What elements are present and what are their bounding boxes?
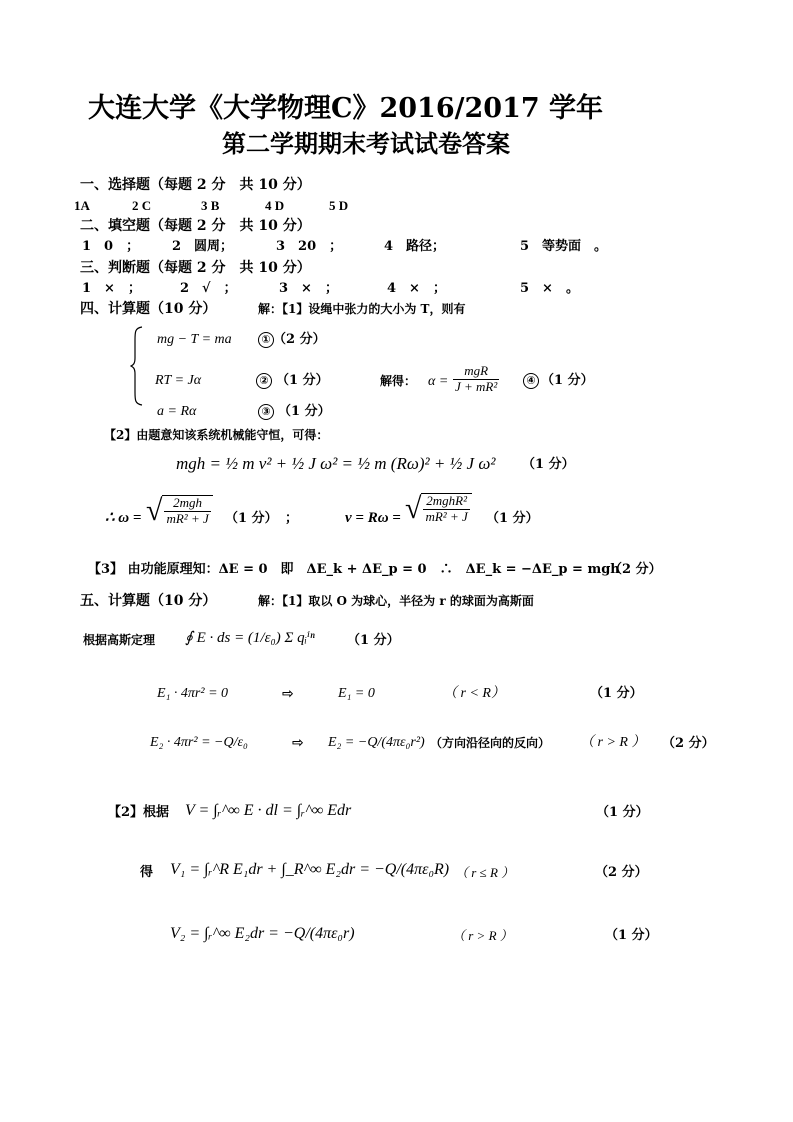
section5-intro: 解：【1】取以 O 为球心，半径为 r 的球面为高斯面	[258, 594, 534, 608]
alpha-mark: ④	[523, 373, 539, 389]
alpha-lhs: α =	[428, 374, 449, 389]
v2-equation: V₂ = ∫ᵣ^∞ E₂dr = −Q/(4πε₀r)	[170, 925, 355, 942]
r1-cond: （ r < R）	[443, 686, 505, 701]
energy-equation: mgh = ½ m v² + ½ J ω² = ½ m (Rω)² + ½ J ω²	[176, 454, 496, 473]
r2-cond: （ r > R ）	[580, 735, 646, 750]
eq3-score: （1 分）	[278, 404, 331, 419]
eq3: a = Rα	[157, 404, 197, 419]
part3: 【3】 由功能原理知：ΔE = 0 即 ΔE_k + ΔE_p = 0 ∴ ΔE_k = −ΔE_p = mgh	[88, 562, 620, 577]
v-rad-num: 2mghR²	[423, 494, 469, 510]
r2-rhs: E₂ = −Q/(4πε₀r²)	[328, 735, 425, 750]
gauss-score: （1 分）	[347, 633, 400, 648]
section1-answer: 1A	[74, 198, 90, 213]
section3-answer: 1 × ；	[82, 281, 141, 296]
page-subtitle: 第二学期期末考试试卷答案	[222, 130, 510, 158]
v1-cond: （ r ≤ R ）	[455, 865, 515, 880]
alpha-score: （1 分）	[541, 373, 594, 388]
r2-note: （方向沿径向的反向）	[430, 736, 551, 750]
section2-answer: 1 0 ；	[82, 239, 140, 254]
section4-intro: 解：【1】设绳中张力的大小为 T，则有	[258, 302, 466, 316]
section1-heading: 一、选择题（每题 2 分 共 10 分）	[80, 177, 311, 193]
v1-score: （2 分）	[595, 865, 648, 880]
v-rad-den: mR² + J	[425, 508, 468, 524]
v-definition-score: （1 分）	[596, 805, 649, 820]
omega-lhs: ∴ ω =	[105, 510, 142, 526]
v-lhs: v = Rω =	[345, 510, 401, 526]
v2-score: （1 分）	[605, 928, 658, 943]
r2-lhs: E₂ · 4πr² = −Q/ε₀	[150, 735, 248, 750]
v-definition: V = ∫ᵣ^∞ E · dl = ∫ᵣ^∞ Edr	[185, 802, 352, 819]
solve-label: 解得：	[380, 374, 417, 388]
section3-heading: 三、判断题（每题 2 分 共 10 分）	[80, 260, 311, 276]
equation-brace	[130, 326, 144, 406]
omega-sqrt: √ $\frac{\text{2mgh}}{\text{mR² + J}}$	[146, 495, 213, 527]
section3-answer: 4 × ；	[387, 281, 446, 296]
energy-score: （1 分）	[522, 457, 575, 472]
alpha-num: mgR	[453, 364, 499, 380]
gauss-equation: ∮ E · ds = (1/ε₀) Σ qᵢⁱⁿ	[185, 630, 315, 646]
eq1-score: （2 分）	[273, 332, 326, 347]
section1-answer: 3 B	[201, 198, 220, 213]
v-score: （1 分）	[486, 511, 539, 526]
eq2: RT = Jα	[155, 373, 202, 388]
section1-answer: 5 D	[329, 198, 349, 213]
eq1-mark: ①	[258, 332, 274, 348]
section2-answer: 3 20 ；	[276, 239, 343, 254]
r2-arrow: ⇨	[292, 735, 304, 751]
omega-separator: ；	[285, 511, 299, 526]
section1-answer: 2 C	[132, 198, 152, 213]
eq2-mark: ②	[256, 373, 272, 389]
r1-lhs: E₁ · 4πr² = 0	[157, 686, 229, 701]
v1-equation: V₁ = ∫ᵣ^R E₁dr + ∫_R^∞ E₂dr = −Q/(4πε₀R)	[170, 861, 450, 878]
v-sqrt: √ $\frac{\text{2mghR²}}{\text{mR² + J}}$	[405, 493, 472, 525]
part2-intro: 【2】由题意知该系统机械能守恒，可得：	[104, 428, 329, 442]
omega-score: （1 分）	[225, 511, 278, 526]
gauss-label: 根据高斯定理	[83, 633, 156, 647]
section3-answer: 5 × 。	[520, 281, 579, 296]
part2-label: 【2】根据	[108, 805, 170, 820]
alpha-den: J + mR²	[455, 378, 498, 394]
section3-answer: 2 √ ；	[180, 281, 237, 296]
r2-score: （2 分）	[662, 736, 715, 751]
eq2-score: （1 分）	[276, 373, 329, 388]
section5-heading: 五、计算题（10 分）	[80, 593, 217, 609]
r1-arrow: ⇨	[282, 686, 294, 702]
section2-answer: 4 路径；	[384, 239, 446, 254]
section3-answer: 3 × ；	[279, 281, 338, 296]
eq3-mark: ③	[258, 404, 274, 420]
section1-answer: 4 D	[265, 198, 285, 213]
section2-answer: 5 等势面 。	[520, 239, 608, 254]
section2-answer: 2 圆周；	[172, 239, 234, 254]
page-title: 大连大学《大学物理C》2016/2017 学年	[88, 93, 604, 124]
alpha-fraction	[453, 364, 499, 395]
omega-rad-den: mR² + J	[166, 510, 209, 526]
part3-score: （2 分）	[609, 562, 662, 577]
eq1: mg − T = ma	[157, 332, 232, 347]
omega-rad-num: 2mgh	[164, 496, 210, 512]
get-label: 得	[140, 865, 154, 880]
r1-rhs: E₁ = 0	[338, 686, 375, 701]
r1-score: （1 分）	[590, 686, 643, 701]
v2-cond: （ r > R ）	[452, 928, 513, 943]
section4-heading: 四、计算题（10 分）	[80, 301, 217, 317]
section2-heading: 二、填空题（每题 2 分 共 10 分）	[80, 218, 311, 234]
